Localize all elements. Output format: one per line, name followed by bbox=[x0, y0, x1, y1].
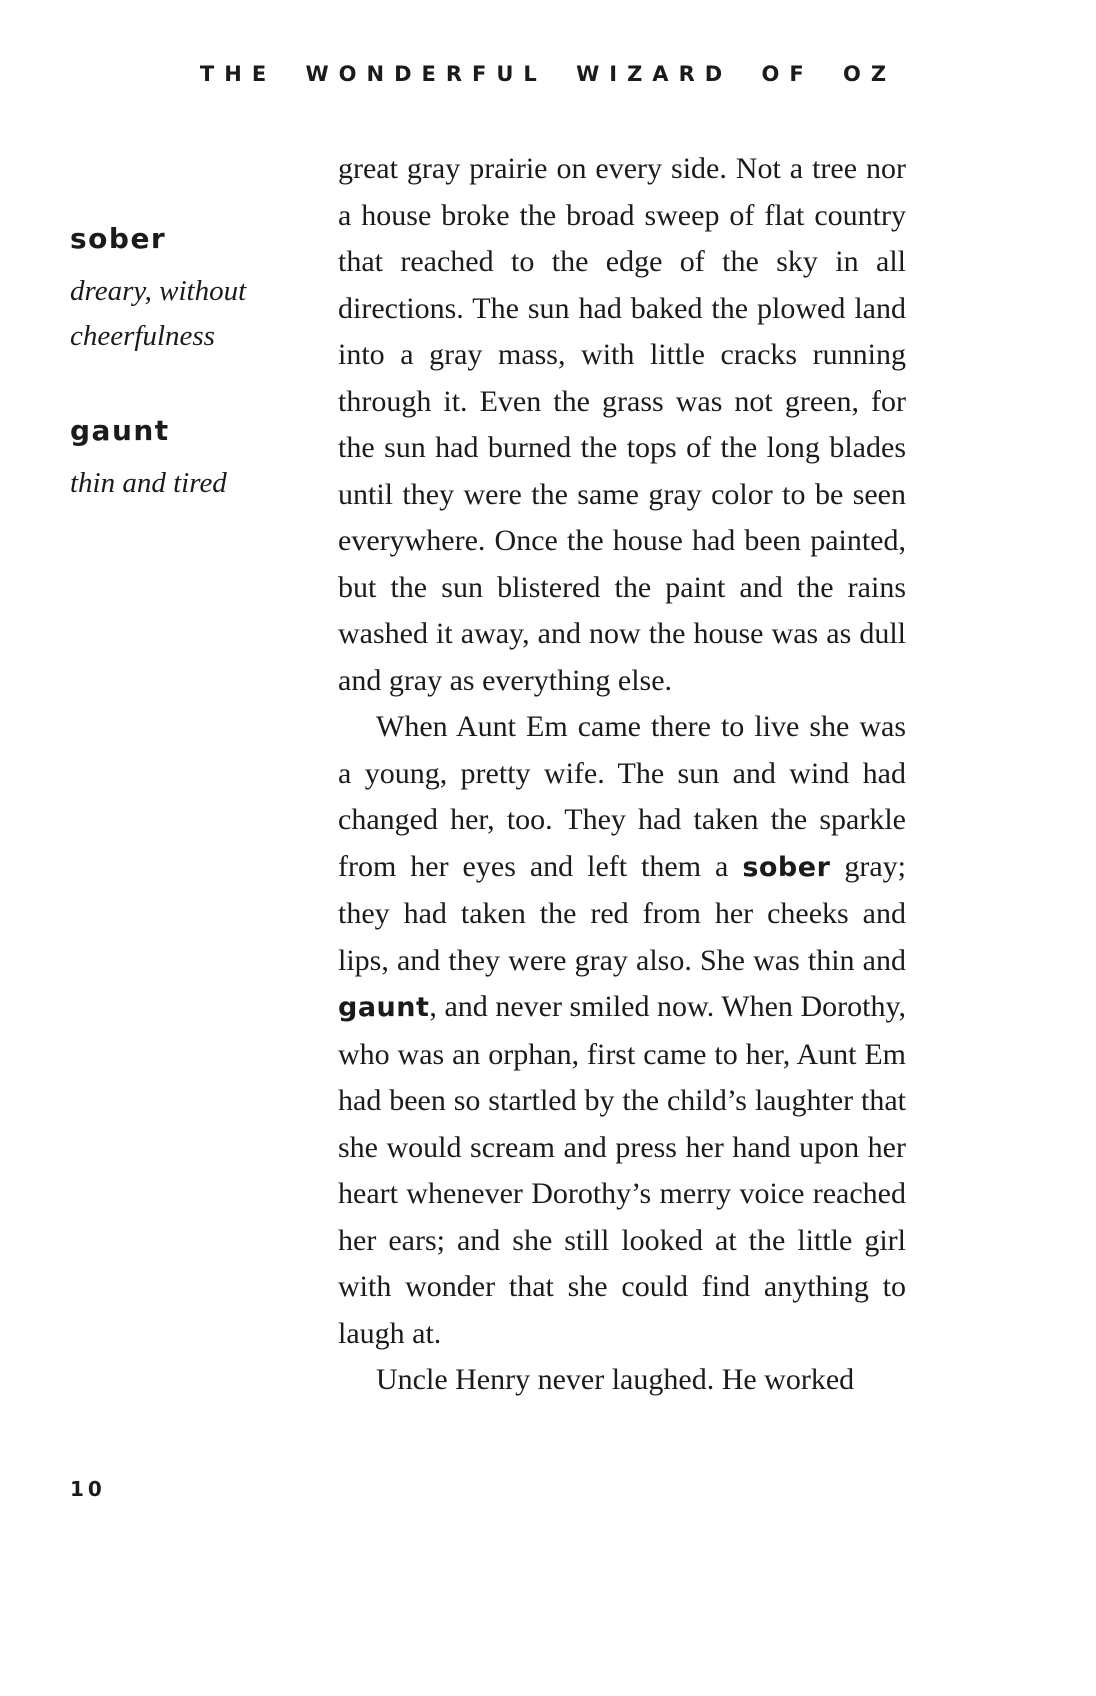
vocab-term: gaunt bbox=[70, 414, 170, 447]
vocab-term-inline: sober bbox=[742, 851, 831, 883]
vocab-term-inline: gaunt bbox=[338, 992, 430, 1023]
text-segment: gray; they had taken the red from her cheeks and lips, and they were gray also. She was thin and bbox=[338, 849, 906, 977]
body-paragraph bbox=[338, 1357, 906, 1404]
vocab-definition: thin and tired bbox=[70, 467, 227, 499]
body-paragraph bbox=[338, 704, 906, 1357]
text-segment: Uncle Henry never laughed. He worked bbox=[376, 1363, 855, 1396]
text-segment: When Aunt Em came there to live she was a young, pretty wife. The sun and wind had changed her, too. They had taken the sparkle from her eyes and left them a bbox=[338, 710, 906, 883]
vocab-term: sober bbox=[70, 222, 167, 255]
vocab-definition: dreary, without cheerfulness bbox=[70, 275, 247, 352]
body-paragraph bbox=[338, 146, 906, 704]
page-number: 10 bbox=[70, 1477, 106, 1501]
running-head-title: THE WONDERFUL WIZARD OF OZ bbox=[199, 62, 897, 86]
vocab-entry-sober bbox=[70, 222, 320, 359]
text-segment: , and never smiled now. When Dorothy, who was an orphan, first came to her, Aunt Em had been so startled by the child’s laughter that she would scream and press her hand upon her heart whenever Dorothy’s merry voice reached her ears; and she still looked at the little girl with wonder that she could find anything to laugh at. bbox=[338, 990, 906, 1350]
vocab-entry-gaunt bbox=[70, 414, 320, 506]
body-text bbox=[338, 146, 906, 1404]
text-segment: great gray prairie on every side. Not a tree nor a house broke the broad sweep of flat country that reached to the edge of the sky in all directions. The sun had baked the plowed land into a gray mass, with little cracks running through it. Even the grass was not green, for the sun had burned the tops of the long blades until they were the same gray color to be seen everywhere. Once the house had been painted, but the sun blistered the paint and the rains washed it away, and now the house was as dull and gray as everything else. bbox=[338, 152, 906, 697]
